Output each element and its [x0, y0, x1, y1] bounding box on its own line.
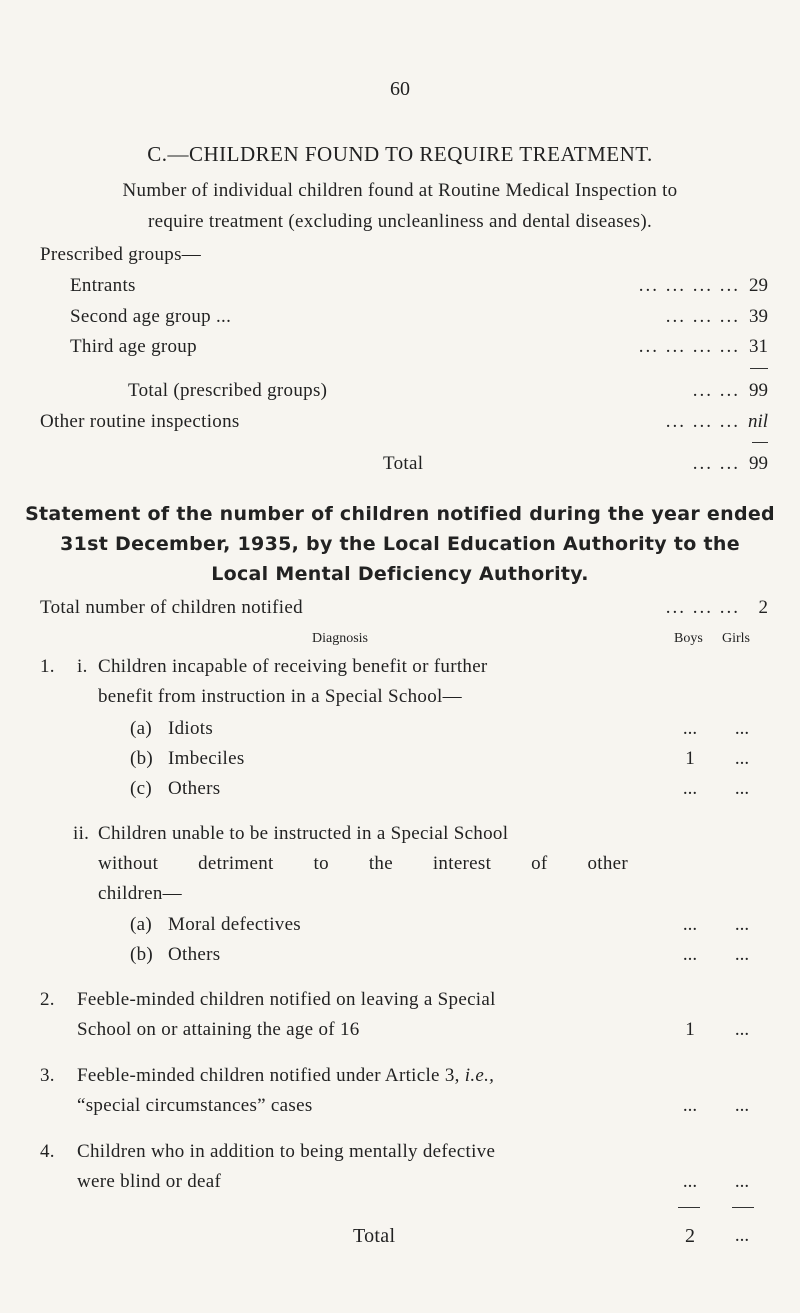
- row-third-dots: ... ... ... ...: [638, 336, 740, 357]
- item1-a-letter: (a): [130, 718, 152, 739]
- total-notified-value: 2: [758, 597, 768, 618]
- item4-girls: ...: [734, 1171, 750, 1192]
- item1-ii-a-boys: ...: [682, 914, 698, 935]
- item1-c-boys: ...: [682, 778, 698, 799]
- col-diagnosis: Diagnosis: [312, 631, 368, 646]
- item1-ii-line-1: Children unable to be instructed in a Special School: [98, 823, 509, 844]
- intro-line-2: require treatment (excluding uncleanliness and dental diseases).: [147, 211, 653, 232]
- col-boys: Boys: [674, 631, 703, 646]
- item1-ii-a-letter: (a): [130, 914, 152, 935]
- item1-b-boys: 1: [685, 748, 695, 769]
- total-dots: ... ...: [692, 453, 740, 474]
- item3-ie: i.e.,: [464, 1065, 495, 1086]
- statement-total-boys: 2: [685, 1225, 695, 1247]
- row-third-label: Third age group: [70, 336, 197, 357]
- row-entrants-value: 29: [749, 275, 768, 296]
- rule-subtotal: [750, 368, 768, 369]
- item1-a-girls: ...: [734, 718, 750, 739]
- item2-number: 2.: [40, 989, 55, 1010]
- row-third-value: 31: [749, 336, 768, 357]
- rule-total: [752, 442, 768, 443]
- total-prescribed-dots: ... ...: [692, 380, 740, 401]
- statement-total-girls: ...: [734, 1225, 750, 1246]
- statement-title-line-1: Statement of the number of children notified during the year ended: [25, 503, 775, 525]
- item3-boys: ...: [682, 1095, 698, 1116]
- intro-line-1: Number of individual children found at Routine Medical Inspection to: [122, 180, 678, 201]
- rule-boys-total: [678, 1207, 700, 1208]
- item1-ii-b-letter: (b): [130, 944, 154, 965]
- total-prescribed-label: Total (prescribed groups): [128, 380, 328, 401]
- other-routine-value: nil: [747, 411, 768, 432]
- item1-sub-ii: ii.: [73, 823, 90, 844]
- row-second-label: Second age group ...: [70, 306, 232, 327]
- rule-girls-total: [732, 1207, 754, 1208]
- item1-a-boys: ...: [682, 718, 698, 739]
- row-second-value: 39: [749, 306, 768, 327]
- item1-ii-b-boys: ...: [682, 944, 698, 965]
- item1-number: 1.: [40, 656, 55, 677]
- item2-girls: ...: [734, 1019, 750, 1040]
- item1-ii-b-label: Others: [168, 944, 221, 965]
- item3-line-1-text: Feeble-minded children notified under Article 3,: [77, 1065, 460, 1086]
- item1-ii-line-3: children—: [98, 883, 182, 904]
- item1-ii-a-girls: ...: [734, 914, 750, 935]
- other-routine-label: Other routine inspections: [40, 411, 240, 432]
- item3-line-1: [77, 1065, 494, 1087]
- item1-c-girls: ...: [734, 778, 750, 799]
- item3-line-2: “special circumstances” cases: [77, 1095, 313, 1116]
- item1-b-label: Imbeciles: [168, 748, 245, 769]
- item4-number: 4.: [40, 1141, 55, 1162]
- item2-boys: 1: [685, 1019, 695, 1040]
- item2-line-2: School on or attaining the age of 16: [77, 1019, 360, 1040]
- total-notified-label: Total number of children notified: [40, 597, 303, 618]
- item1-sub-i: i.: [77, 656, 88, 677]
- item3-girls: ...: [734, 1095, 750, 1116]
- item1-line-2: benefit from instruction in a Special School—: [98, 686, 462, 707]
- item1-b-letter: (b): [130, 748, 154, 769]
- item1-ii-line-2: without detriment to the interest of other: [98, 853, 628, 874]
- page-number: 60: [390, 78, 410, 100]
- statement-title-line-2: 31st December, 1935, by the Local Education Authority to the: [60, 533, 740, 555]
- item4-line-2: were blind or deaf: [77, 1171, 222, 1192]
- groups-heading: Prescribed groups—: [40, 244, 202, 265]
- item4-boys: ...: [682, 1171, 698, 1192]
- item1-ii-a-label: Moral defectives: [168, 914, 301, 935]
- item1-c-label: Others: [168, 778, 221, 799]
- row-second-dots: ... ... ...: [665, 306, 740, 327]
- total-notified-dots: ... ... ...: [665, 597, 740, 618]
- section-c-title: C.—CHILDREN FOUND TO REQUIRE TREATMENT.: [147, 142, 653, 166]
- item1-b-girls: ...: [734, 748, 750, 769]
- item1-a-label: Idiots: [168, 718, 214, 739]
- total-prescribed-value: 99: [749, 380, 768, 401]
- col-girls: Girls: [722, 631, 750, 646]
- other-routine-dots: ... ... ...: [665, 411, 740, 432]
- statement-title-line-3: Local Mental Deficiency Authority.: [211, 563, 589, 585]
- item1-c-letter: (c): [130, 778, 152, 799]
- total-value: 99: [749, 453, 768, 474]
- item2-line-1: Feeble-minded children notified on leaving a Special: [77, 989, 496, 1010]
- item1-line-1: Children incapable of receiving benefit or further: [98, 656, 488, 677]
- total-label: Total: [383, 453, 424, 474]
- statement-total-label: Total: [353, 1225, 396, 1247]
- item3-number: 3.: [40, 1065, 55, 1086]
- row-entrants-label: Entrants: [70, 275, 136, 296]
- item1-ii-b-girls: ...: [734, 944, 750, 965]
- item4-line-1: Children who in addition to being mentally defective: [77, 1141, 496, 1162]
- row-entrants-dots: ... ... ... ...: [638, 275, 740, 296]
